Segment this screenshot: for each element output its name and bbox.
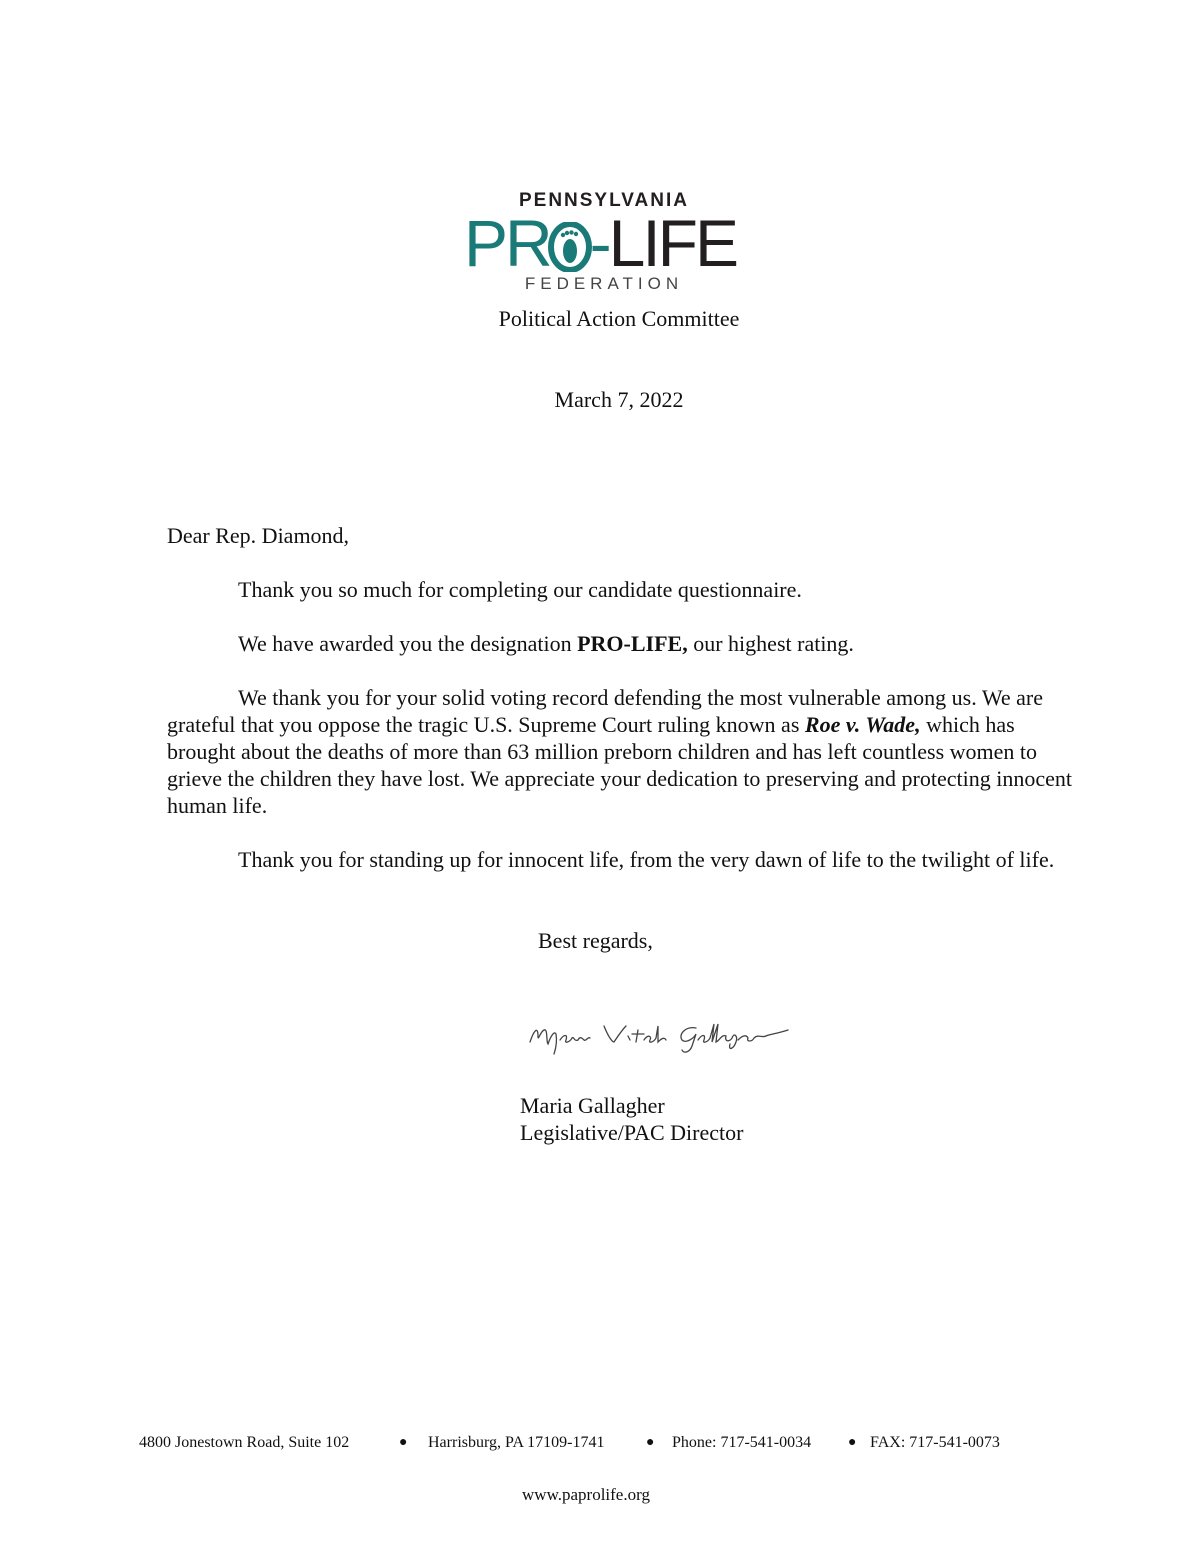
footer-city: Harrisburg, PA 17109-1741 — [428, 1434, 605, 1451]
logo-federation-text: FEDERATION — [524, 274, 684, 293]
paragraph-3-text-a: We thank you for your solid voting record defending the most vulnerable among us. We are grateful that you oppose the tragic U.S. Supreme Court ruling known as — [167, 685, 1043, 737]
logo-wordmark — [0, 206, 1200, 280]
logo-dash: - — [589, 206, 609, 280]
website-link[interactable]: www.paprolife.org — [522, 1485, 650, 1504]
handwritten-signature — [526, 1012, 806, 1062]
organization-logo — [0, 190, 1200, 294]
logo-pro-text: PR — [463, 206, 550, 280]
logo-state-text: PENNSYLVANIA — [518, 190, 690, 211]
signer-name: Maria Gallagher — [520, 1093, 665, 1118]
salutation: Dear Rep. Diamond, — [167, 523, 350, 548]
bullet-icon: ● — [399, 1435, 408, 1450]
footer-fax: FAX: 717-541-0073 — [870, 1434, 1000, 1451]
paragraph-1: Thank you so much for completing our candidate questionnaire. — [238, 577, 802, 602]
paragraph-2-text-a: We have awarded you the designation — [238, 631, 578, 656]
footer-address: 4800 Jonestown Road, Suite 102 — [139, 1434, 350, 1451]
case-name: Roe v. Wade, — [804, 712, 921, 737]
paragraph-2 — [167, 630, 1077, 657]
closing: Best regards, — [538, 928, 653, 953]
rating-designation: PRO-LIFE, — [577, 631, 688, 656]
letterhead-subtitle: Political Action Committee — [498, 306, 740, 331]
signer-title: Legislative/PAC Director — [520, 1120, 744, 1145]
paragraph-3 — [167, 684, 1077, 819]
bullet-icon: ● — [646, 1435, 655, 1450]
signer-block — [520, 1092, 743, 1146]
footprint-o-icon — [548, 222, 592, 272]
bullet-icon: ● — [848, 1435, 857, 1450]
logo-life-text: LIFE — [608, 206, 737, 280]
paragraph-2-text-b: our highest rating. — [687, 631, 854, 656]
paragraph-3-text-b: which has brought about the deaths of more than 63 million preborn children and has left countless women to grieve the children they have lost. We appreciate your dedication to preserving and protecting innocent human life. — [167, 712, 1072, 818]
footer-phone: Phone: 717-541-0034 — [672, 1434, 812, 1451]
letter-date: March 7, 2022 — [554, 387, 684, 412]
paragraph-4: Thank you for standing up for innocent life, from the very dawn of life to the twilight of life. — [238, 847, 1055, 872]
